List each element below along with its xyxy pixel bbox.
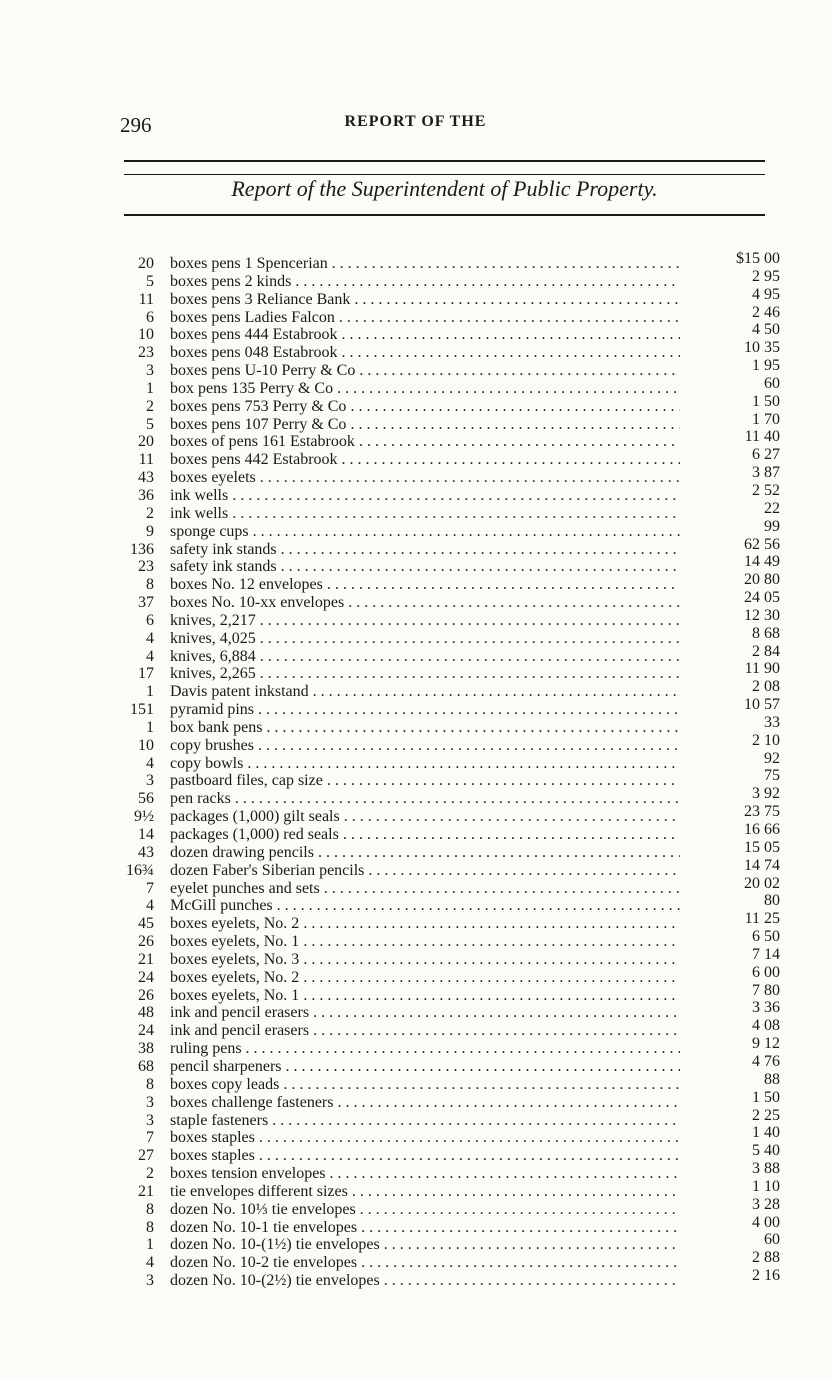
item-amount: 99 (764, 517, 780, 535)
item-quantity: 3 (146, 1111, 154, 1129)
item-description: boxes pens 3 Reliance Bank . . . (170, 291, 680, 309)
item-quantity: 26 (138, 986, 154, 1004)
item-amount: 2 46 (752, 303, 780, 321)
item-row (120, 398, 680, 416)
item-quantity: 37 (138, 594, 154, 612)
item-quantity: 4 (146, 647, 154, 665)
item-amount: 1 50 (752, 392, 780, 410)
item-amount: 11 90 (744, 660, 780, 678)
item-quantity: 3 (146, 1272, 154, 1290)
item-amount: 2 84 (752, 642, 780, 660)
item-amount: 1 50 (752, 1088, 780, 1106)
item-row (120, 1272, 680, 1290)
item-quantity: 3 (146, 772, 154, 790)
item-list (120, 255, 680, 1290)
item-row (120, 362, 680, 380)
item-description: boxes eyelets, No. 1 . . . (170, 933, 680, 951)
item-amount: 92 (764, 749, 780, 767)
item-amount: 12 30 (744, 606, 780, 624)
item-description: ink and pencil erasers . . . (170, 1004, 680, 1022)
item-description: dozen No. 10-2 tie envelopes . . . (170, 1254, 680, 1272)
item-quantity: 16¾ (126, 861, 154, 879)
item-row (120, 523, 680, 541)
item-quantity: 26 (138, 933, 154, 951)
item-quantity: 43 (138, 469, 154, 487)
item-amount: 7 14 (752, 945, 780, 963)
item-description: pencil sharpeners . . . (170, 1058, 680, 1076)
item-description: knives, 2,265 . . . (170, 665, 680, 683)
item-quantity: 7 (146, 1129, 154, 1147)
item-description: knives, 2,217 . . . (170, 612, 680, 630)
item-row (120, 326, 680, 344)
item-row (120, 915, 680, 933)
item-row (120, 665, 680, 683)
item-quantity: 4 (146, 754, 154, 772)
item-row (120, 880, 680, 898)
item-row (120, 772, 680, 790)
item-row (120, 1022, 680, 1040)
item-row (120, 1112, 680, 1130)
item-description: McGill punches . . . (170, 897, 680, 915)
item-description: tie envelopes different sizes . . . (170, 1183, 680, 1201)
item-quantity: 2 (146, 504, 154, 522)
item-quantity: 5 (146, 272, 154, 290)
item-description: boxes pens 1 Spencerian . . . (170, 255, 680, 273)
item-quantity: 27 (138, 1147, 154, 1165)
item-description: sponge cups . . . (170, 523, 680, 541)
item-row (120, 576, 680, 594)
item-description: pen racks . . . (170, 790, 680, 808)
item-amount: 75 (764, 767, 780, 785)
item-quantity: 20 (138, 433, 154, 451)
item-row (120, 1147, 680, 1165)
item-quantity: 8 (146, 1200, 154, 1218)
item-row (120, 1040, 680, 1058)
item-amount: 14 74 (744, 856, 780, 874)
item-quantity: 6 (146, 308, 154, 326)
item-quantity: 6 (146, 611, 154, 629)
item-row (120, 309, 680, 327)
item-amount: 4 50 (752, 321, 780, 339)
item-amount: 6 50 (752, 928, 780, 946)
item-row (120, 487, 680, 505)
item-description: boxes staples . . . (170, 1129, 680, 1147)
item-amount: 22 (764, 499, 780, 517)
item-row (120, 416, 680, 434)
item-row (120, 737, 680, 755)
item-amount: 1 40 (752, 1124, 780, 1142)
item-row (120, 433, 680, 451)
item-amount: 88 (764, 1070, 780, 1088)
item-description: ink and pencil erasers . . . (170, 1022, 680, 1040)
item-amount: 1 10 (752, 1177, 780, 1195)
item-amount: 1 95 (752, 357, 780, 375)
item-description: ruling pens . . . (170, 1040, 680, 1058)
item-amount: 2 16 (752, 1267, 780, 1285)
item-description: ink wells . . . (170, 505, 680, 523)
item-quantity: 43 (138, 843, 154, 861)
item-quantity: 151 (130, 701, 154, 719)
item-quantity: 4 (146, 629, 154, 647)
item-amount: 10 35 (744, 339, 780, 357)
item-amount: 23 75 (744, 803, 780, 821)
item-quantity: 36 (138, 486, 154, 504)
item-amount: 2 52 (752, 481, 780, 499)
item-amount: 15 05 (744, 838, 780, 856)
item-amount: 20 02 (744, 874, 780, 892)
item-amount: 11 40 (744, 428, 780, 446)
item-amount: 2 08 (752, 678, 780, 696)
amount-column (690, 250, 780, 1285)
item-description: dozen No. 10⅓ tie envelopes . . . (170, 1201, 680, 1219)
item-amount: 60 (764, 1231, 780, 1249)
item-amount: 4 76 (752, 1052, 780, 1070)
item-quantity: 14 (138, 826, 154, 843)
top-rule-thin (124, 174, 765, 175)
item-description: staple fasteners . . . (170, 1112, 680, 1130)
item-description: boxes No. 12 envelopes . . . (170, 576, 680, 594)
item-description: copy bowls . . . (170, 755, 680, 773)
item-row (120, 933, 680, 951)
item-row (120, 701, 680, 719)
item-row (120, 790, 680, 808)
item-quantity: 1 (146, 1236, 154, 1254)
item-row (120, 380, 680, 398)
item-row (120, 255, 680, 273)
item-amount: 9 12 (752, 1035, 780, 1053)
item-row (120, 844, 680, 862)
item-description: boxes staples . . . (170, 1147, 680, 1165)
item-description: box pens 135 Perry & Co . . . (170, 380, 680, 398)
item-quantity: 45 (138, 915, 154, 933)
item-quantity: 3 (146, 1093, 154, 1111)
item-quantity: 11 (138, 451, 154, 469)
item-description: boxes tension envelopes . . . (170, 1165, 680, 1183)
item-quantity: 2 (146, 1165, 154, 1183)
item-amount: 4 95 (752, 285, 780, 303)
item-description: eyelet punches and sets . . . (170, 880, 680, 898)
item-description: ink wells . . . (170, 487, 680, 505)
item-amount: 80 (764, 892, 780, 910)
item-description: boxes No. 10-xx envelopes . . . (170, 594, 680, 612)
item-row (120, 1094, 680, 1112)
item-quantity: 5 (146, 415, 154, 433)
item-quantity: 21 (138, 950, 154, 968)
item-row (120, 1236, 680, 1254)
item-description: packages (1,000) red seals . . . (170, 826, 680, 844)
item-row (120, 1219, 680, 1237)
item-quantity: 10 (138, 326, 154, 344)
item-quantity: 136 (130, 540, 154, 558)
item-row (120, 273, 680, 291)
subtitle-rule (124, 214, 765, 216)
item-description: boxes pens U-10 Perry & Co . . . (170, 362, 680, 380)
item-amount: 3 36 (752, 999, 780, 1017)
item-row (120, 1129, 680, 1147)
item-quantity: 56 (138, 790, 154, 808)
item-row (120, 1254, 680, 1272)
item-description: Davis patent inkstand . . . (170, 683, 680, 701)
item-row (120, 469, 680, 487)
item-description: dozen drawing pencils . . . (170, 844, 680, 862)
item-amount: 24 05 (744, 589, 780, 607)
item-amount: 3 88 (752, 1160, 780, 1178)
item-quantity: 8 (146, 1075, 154, 1093)
item-amount: 20 80 (744, 571, 780, 589)
item-row (120, 951, 680, 969)
item-row (120, 826, 680, 844)
item-description: boxes pens 753 Perry & Co . . . (170, 398, 680, 416)
item-row (120, 612, 680, 630)
item-quantity: 17 (138, 665, 154, 683)
item-description: pastboard files, cap size . . . (170, 772, 680, 790)
item-quantity: 23 (138, 558, 154, 576)
item-quantity: 1 (146, 683, 154, 701)
running-title: REPORT OF THE (344, 113, 487, 130)
item-amount: 1 70 (752, 410, 780, 428)
item-quantity: 24 (138, 1022, 154, 1040)
item-description: boxes eyelets, No. 2 . . . (170, 915, 680, 933)
item-quantity: 8 (146, 576, 154, 594)
item-row (120, 1058, 680, 1076)
item-row (120, 969, 680, 987)
item-amount: 7 80 (752, 981, 780, 999)
item-row (120, 755, 680, 773)
item-row (120, 897, 680, 915)
item-row (120, 505, 680, 523)
item-quantity: 20 (138, 255, 154, 272)
item-row (120, 344, 680, 362)
item-description: safety ink stands . . . (170, 541, 680, 559)
item-description: boxes pens 442 Estabrook . . . (170, 451, 680, 469)
item-amount: 3 92 (752, 785, 780, 803)
item-quantity: 3 (146, 362, 154, 380)
item-description: boxes pens 107 Perry & Co . . . (170, 416, 680, 434)
item-row (120, 1165, 680, 1183)
item-description: boxes pens 048 Estabrook . . . (170, 344, 680, 362)
item-amount: 14 49 (744, 553, 780, 571)
item-description: copy brushes . . . (170, 737, 680, 755)
item-description: boxes of pens 161 Estabrook . . . (170, 433, 680, 451)
item-amount: 2 88 (752, 1249, 780, 1267)
item-quantity: 23 (138, 344, 154, 362)
item-row (120, 451, 680, 469)
item-row (120, 808, 680, 826)
item-amount: 3 28 (752, 1195, 780, 1213)
item-description: boxes pens 444 Estabrook . . . (170, 326, 680, 344)
report-subtitle: Report of the Superintendent of Public Property. (231, 176, 658, 201)
item-quantity: 9 (146, 522, 154, 540)
item-amount: $15 00 (736, 250, 780, 267)
item-amount: 33 (764, 713, 780, 731)
item-amount: 10 57 (744, 696, 780, 714)
item-amount: 60 (764, 374, 780, 392)
item-description: boxes eyelets, No. 2 . . . (170, 969, 680, 987)
item-quantity: 1 (146, 718, 154, 736)
item-amount: 16 66 (744, 821, 780, 838)
item-description: boxes eyelets, No. 1 . . . (170, 987, 680, 1005)
item-quantity: 21 (138, 1182, 154, 1200)
item-row (120, 648, 680, 666)
item-row (120, 541, 680, 559)
item-amount: 6 00 (752, 963, 780, 981)
item-quantity: 24 (138, 968, 154, 986)
item-description: pyramid pins . . . (170, 701, 680, 719)
item-amount: 2 10 (752, 731, 780, 749)
item-description: knives, 4,025 . . . (170, 630, 680, 648)
item-quantity: 48 (138, 1004, 154, 1022)
item-description: dozen No. 10-(2½) tie envelopes . . . (170, 1272, 680, 1290)
item-row (120, 987, 680, 1005)
item-quantity: 1 (146, 379, 154, 397)
item-amount: 2 25 (752, 1106, 780, 1124)
item-amount: 3 87 (752, 464, 780, 482)
item-row (120, 1201, 680, 1219)
item-quantity: 7 (146, 879, 154, 897)
item-row (120, 1076, 680, 1094)
item-quantity: 4 (146, 897, 154, 915)
item-row (120, 594, 680, 612)
item-description: boxes pens Ladies Falcon . . . (170, 309, 680, 327)
item-quantity: 4 (146, 1254, 154, 1272)
item-description: box bank pens . . . (170, 719, 680, 737)
item-amount: 6 27 (752, 446, 780, 464)
item-description: boxes eyelets, No. 3 . . . (170, 951, 680, 969)
item-quantity: 8 (146, 1218, 154, 1236)
item-row (120, 683, 680, 701)
item-quantity: 38 (138, 1040, 154, 1058)
item-row (120, 558, 680, 576)
item-amount: 8 68 (752, 624, 780, 642)
item-row (120, 630, 680, 648)
item-description: boxes challenge fasteners . . . (170, 1094, 680, 1112)
item-quantity: 9½ (134, 808, 154, 826)
item-description: safety ink stands . . . (170, 558, 680, 576)
item-description: knives, 6,884 . . . (170, 648, 680, 666)
item-description: packages (1,000) gilt seals . . . (170, 808, 680, 826)
item-amount: 4 08 (752, 1017, 780, 1035)
item-row (120, 719, 680, 737)
item-description: dozen Faber's Siberian pencils . . . (170, 862, 680, 880)
page-number: 296 (120, 113, 152, 137)
item-description: boxes eyelets . . . (170, 469, 680, 487)
item-description: boxes pens 2 kinds . . . (170, 273, 680, 291)
item-description: dozen No. 10-1 tie envelopes . . . (170, 1219, 680, 1237)
item-quantity: 10 (138, 736, 154, 754)
item-amount: 4 00 (752, 1213, 780, 1231)
top-rule (124, 160, 765, 162)
item-description: dozen No. 10-(1½) tie envelopes . . . (170, 1236, 680, 1254)
item-amount: 2 95 (752, 267, 780, 285)
item-amount: 5 40 (752, 1142, 780, 1160)
item-quantity: 68 (138, 1057, 154, 1075)
item-row (120, 291, 680, 309)
item-amount: 62 56 (744, 535, 780, 553)
item-quantity: 2 (146, 397, 154, 415)
item-amount: 11 25 (744, 910, 780, 928)
item-description: boxes copy leads . . . (170, 1076, 680, 1094)
item-row (120, 862, 680, 880)
item-quantity: 11 (138, 290, 154, 308)
item-row (120, 1004, 680, 1022)
item-row (120, 1183, 680, 1201)
